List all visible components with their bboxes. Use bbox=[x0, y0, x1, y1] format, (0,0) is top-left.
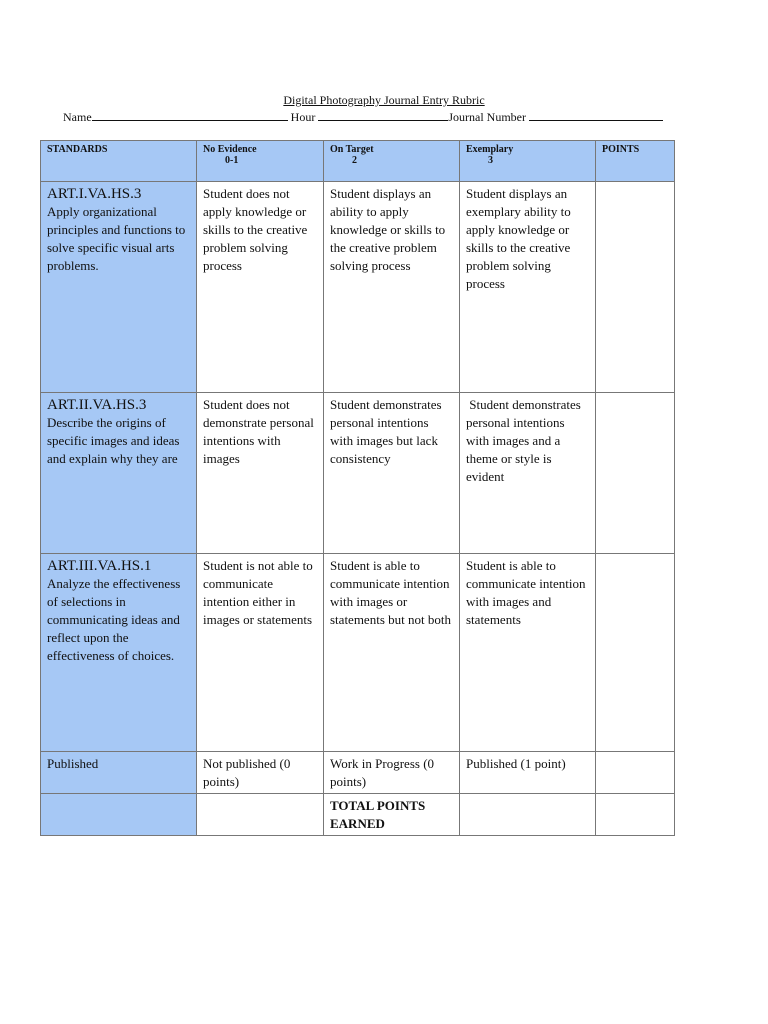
no-evidence-score: 0-1 bbox=[225, 155, 239, 166]
total-blank-cell bbox=[197, 794, 324, 836]
points-cell[interactable] bbox=[596, 752, 675, 794]
points-cell[interactable] bbox=[596, 554, 675, 752]
rubric-table bbox=[40, 140, 675, 836]
exemplary-score: 3 bbox=[488, 155, 493, 166]
header-points: POINTS bbox=[596, 141, 675, 182]
exemplary-cell: Student is able to communicate intention with images and statements bbox=[460, 554, 596, 752]
standard-code: ART.I.VA.HS.3 bbox=[47, 186, 142, 202]
standard-published: Published bbox=[41, 752, 197, 794]
name-label: Name bbox=[63, 110, 92, 124]
standard-text: Apply organizational principles and functions to solve specific visual arts problems. bbox=[47, 204, 186, 273]
on-target-cell: Student demonstrates personal intentions with images but lack consistency bbox=[324, 393, 460, 554]
no-evidence-cell: Not published (0 points) bbox=[197, 752, 324, 794]
table-row bbox=[41, 554, 675, 752]
on-target-cell: Student displays an ability to apply knowledge or skills to the creative problem solving process bbox=[324, 182, 460, 393]
student-info-line bbox=[63, 109, 673, 125]
standard-text: Describe the origins of specific images and ideas and explain why they are bbox=[47, 415, 180, 466]
on-target-cell: Student is able to communicate intention with images or statements but not both bbox=[324, 554, 460, 752]
points-cell[interactable] bbox=[596, 182, 675, 393]
header-on-target bbox=[324, 141, 460, 182]
total-row bbox=[41, 794, 675, 836]
journal-number-blank[interactable] bbox=[529, 109, 663, 121]
document-title: Digital Photography Journal Entry Rubric bbox=[283, 93, 485, 107]
standard-code: ART.III.VA.HS.1 bbox=[47, 558, 152, 574]
no-evidence-cell: Student does not demonstrate personal intentions with images bbox=[197, 393, 324, 554]
standard-text: Analyze the effectiveness of selections in communicating ideas and reflect upon the effectiveness of choices. bbox=[47, 576, 181, 663]
no-evidence-label: No Evidence bbox=[203, 144, 257, 155]
total-points-label: TOTAL POINTS EARNED bbox=[324, 794, 460, 836]
exemplary-cell: Student demonstrates personal intentions with images and a theme or style is evident bbox=[460, 393, 596, 554]
header-row bbox=[41, 141, 675, 182]
no-evidence-cell: Student is not able to communicate intention either in images or statements bbox=[197, 554, 324, 752]
journal-number-label: Journal Number bbox=[448, 110, 526, 124]
hour-label: Hour bbox=[290, 110, 316, 124]
exemplary-cell: Student displays an exemplary ability to apply knowledge or skills to the creative problem solving process bbox=[460, 182, 596, 393]
total-blank-cell bbox=[460, 794, 596, 836]
on-target-cell: Work in Progress (0 points) bbox=[324, 752, 460, 794]
table-row bbox=[41, 752, 675, 794]
on-target-score: 2 bbox=[352, 155, 357, 166]
total-blank-standard bbox=[41, 794, 197, 836]
table-row bbox=[41, 182, 675, 393]
on-target-label: On Target bbox=[330, 144, 374, 155]
standard-code: ART.II.VA.HS.3 bbox=[47, 397, 147, 413]
hour-blank[interactable] bbox=[318, 109, 448, 121]
no-evidence-cell: Student does not apply knowledge or skills to the creative problem solving process bbox=[197, 182, 324, 393]
total-points-cell[interactable] bbox=[596, 794, 675, 836]
points-cell[interactable] bbox=[596, 393, 675, 554]
exemplary-label: Exemplary bbox=[466, 144, 514, 155]
table-row bbox=[41, 393, 675, 554]
standard-cell bbox=[41, 393, 197, 554]
exemplary-cell: Published (1 point) bbox=[460, 752, 596, 794]
standard-cell bbox=[41, 554, 197, 752]
header-standards: STANDARDS bbox=[41, 141, 197, 182]
header-exemplary bbox=[460, 141, 596, 182]
header-no-evidence bbox=[197, 141, 324, 182]
name-blank[interactable] bbox=[92, 109, 288, 121]
standard-cell bbox=[41, 182, 197, 393]
